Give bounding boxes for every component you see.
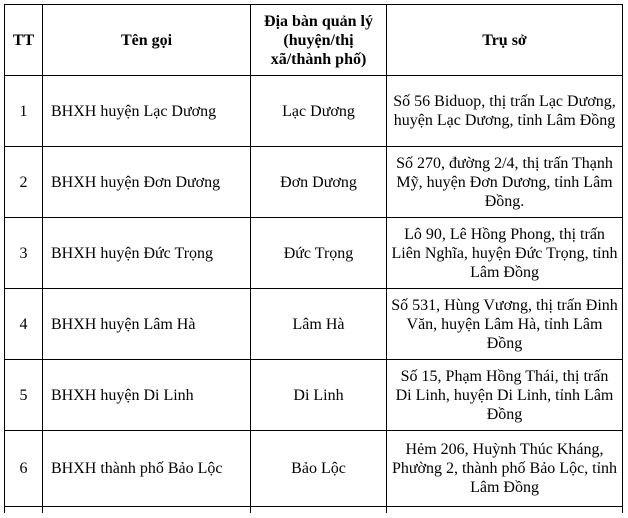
header-row <box>5 5 623 76</box>
row-area: Đức Trọng <box>251 218 387 289</box>
table-row <box>5 218 623 289</box>
row-tt: 4 <box>5 289 43 360</box>
row-area: Di Linh <box>251 360 387 431</box>
header-name: Tên gọi <box>43 5 251 76</box>
row-office: Số 270, đường 2/4, thị trấn Thạnh Mỹ, huyện Đơn Dương, tỉnh Lâm Đồng. <box>387 147 623 218</box>
row-area: Đơn Dương <box>251 147 387 218</box>
row-name: BHXH huyện Lạc Dương <box>43 76 251 147</box>
offices-table <box>4 4 623 513</box>
row-tt: 2 <box>5 147 43 218</box>
row-area: Lạc Dương <box>251 76 387 147</box>
header-tt: TT <box>5 5 43 76</box>
row-name: BHXH huyện Đức Trọng <box>43 218 251 289</box>
row-tt: 6 <box>5 431 43 507</box>
row-tt: 5 <box>5 360 43 431</box>
row-office: Số 15, Phạm Hồng Thái, thị trấn Di Linh, huyện Di Linh, tỉnh Lâm Đồng <box>387 360 623 431</box>
row-office: Số 531, Hùng Vương, thị trấn Đinh Văn, huyện Lâm Hà, tỉnh Lâm Đồng <box>387 289 623 360</box>
continuation-cell <box>387 507 623 514</box>
table-row <box>5 289 623 360</box>
table-row <box>5 431 623 507</box>
header-office: Trụ sở <box>387 5 623 76</box>
row-office: Hẻm 206, Huỳnh Thúc Kháng, Phường 2, thành phố Bảo Lộc, tỉnh Lâm Đồng <box>387 431 623 507</box>
row-tt: 1 <box>5 76 43 147</box>
row-area: Lâm Hà <box>251 289 387 360</box>
row-tt: 3 <box>5 218 43 289</box>
row-name: BHXH thành phố Bảo Lộc <box>43 431 251 507</box>
row-name: BHXH huyện Lâm Hà <box>43 289 251 360</box>
row-area: Bảo Lộc <box>251 431 387 507</box>
continuation-cell <box>251 507 387 514</box>
table-row <box>5 360 623 431</box>
row-name: BHXH huyện Đơn Dương <box>43 147 251 218</box>
row-office: Lô 90, Lê Hồng Phong, thị trấn Liên Nghĩa, huyện Đức Trọng, tỉnh Lâm Đồng <box>387 218 623 289</box>
table-row <box>5 147 623 218</box>
row-name: BHXH huyện Di Linh <box>43 360 251 431</box>
row-office: Số 56 Biduop, thị trấn Lạc Dương, huyện Lạc Dương, tỉnh Lâm Đồng <box>387 76 623 147</box>
header-area: Địa bàn quản lý (huyện/thị xã/thành phố) <box>251 5 387 76</box>
continuation-cell <box>5 507 43 514</box>
table-row <box>5 76 623 147</box>
table-continuation-row <box>5 507 623 514</box>
continuation-cell <box>43 507 251 514</box>
